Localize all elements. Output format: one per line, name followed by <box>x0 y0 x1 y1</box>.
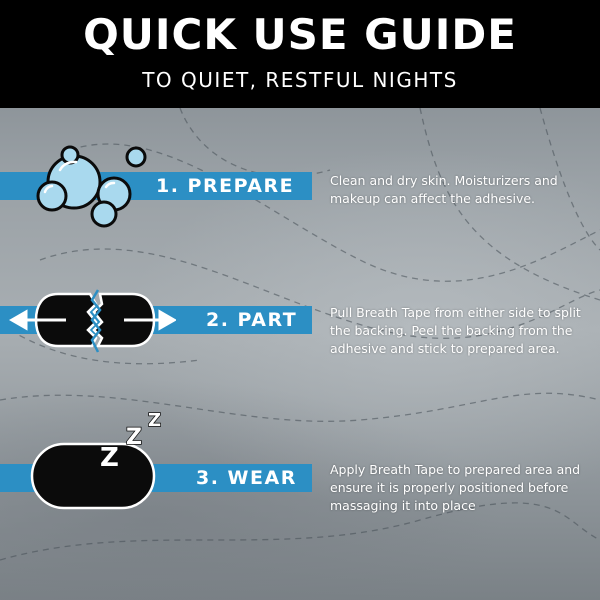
header-banner <box>0 0 600 108</box>
step-description: Clean and dry skin. Moisturizers and makeup can affect the adhesive. <box>330 173 558 206</box>
split-tape-icon <box>8 288 176 354</box>
bubbles-icon <box>30 140 150 230</box>
page-subtitle: TO QUIET, RESTFUL NIGHTS <box>142 68 458 92</box>
step-description: Pull Breath Tape from either side to split the backing. Peel the backing from the adhesive and stick to prepared area. <box>330 305 581 356</box>
step-label: 3. WEAR <box>196 467 297 489</box>
step-description: Apply Breath Tape to prepared area and ensure it is properly positioned before massaging it into place <box>330 462 581 513</box>
svg-text:Z: Z <box>126 425 142 450</box>
step-label: 2. PART <box>206 309 298 331</box>
svg-text:Z: Z <box>148 410 162 431</box>
page-title: QUICK USE GUIDE <box>83 10 517 59</box>
sleeping-tape-icon <box>26 398 186 518</box>
step-label: 1. PREPARE <box>156 175 295 197</box>
svg-text:Z: Z <box>100 443 119 473</box>
